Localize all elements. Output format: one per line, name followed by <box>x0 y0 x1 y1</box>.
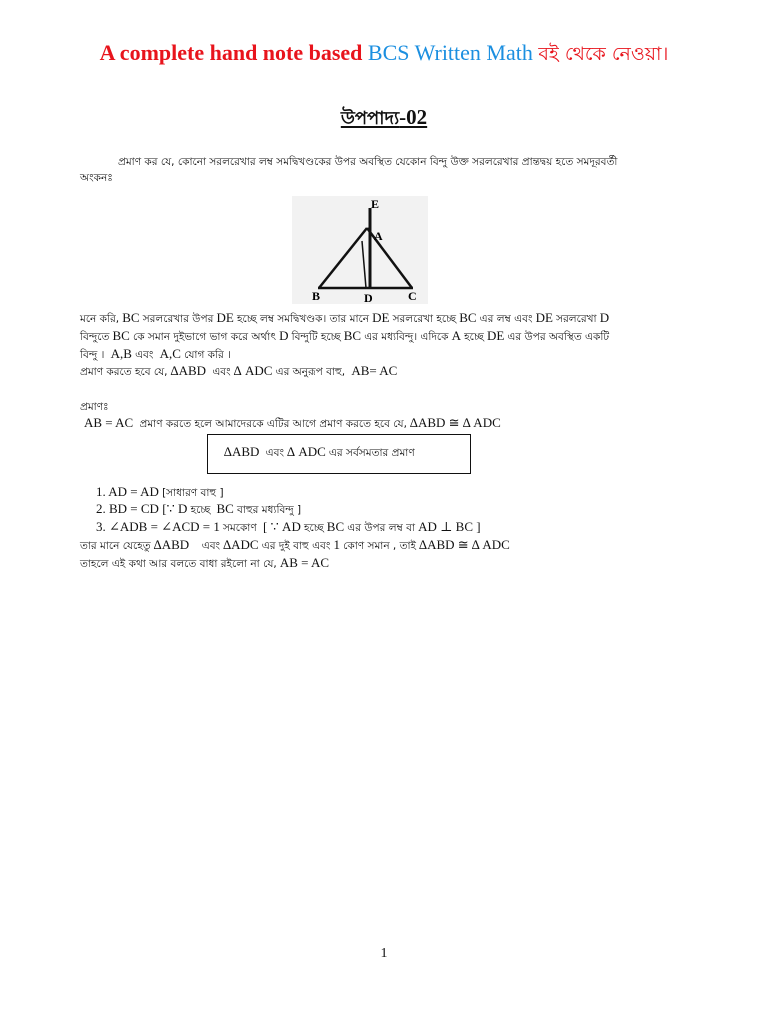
construction-label: অংকনঃ <box>80 172 113 184</box>
proof-line-1: AB = AC প্রমাণ করতে হলে আমাদেরকে এটির আগে প্রমাণ করতে হবে যে, ∆ABD ≅ ∆ ADC <box>84 415 501 430</box>
proof-step-1: 1. AD = AD [সাধারণ বাহু ] <box>96 484 224 499</box>
proof-conclusion-2: তাহলে এই কথা আর বলতে বাধা রইলো না যে, AB = AC <box>80 555 330 570</box>
theorem-statement: প্রমাণ কর যে, কোনো সরলরেখার লম্ব সমদ্বিখণ্ডকের উপর অবস্থিত যেকোন বিন্দু উক্ত সরলরেখার প্রান্তদ্বয় হতে সমদূরবর্তী <box>118 156 618 168</box>
header <box>0 40 768 72</box>
construction-line-2: বিন্দুতে BC কে সমান দুইভাগে ভাগ করে অর্থাৎ D বিন্দুটি হচ্ছে BC এর মধ্যবিন্দু। এদিকে A হচ্ছে DE এর উপর অবস্থিত একটি <box>80 328 610 343</box>
proof-conclusion-1: তার মানে যেহেতু ∆ABD এবং ∆ADC এর দুই বাহু এবং 1 কোণ সমান , তাই ∆ABD ≅ ∆ ADC <box>80 537 510 552</box>
construction-line-3: বিন্দু । A,B এবং A,C যোগ করি । <box>80 346 231 361</box>
header-part-1: A complete hand note based <box>99 40 363 65</box>
page-number: 1 <box>380 946 388 961</box>
construction-line-1: মনে করি, BC সরলরেখার উপর DE হচ্ছে লম্ব সমদ্বিখণ্ডক। তার মানে DE সরলরেখা হচ্ছে BC এর লম্ব এবং DE সরলরেখা D <box>80 310 610 325</box>
proof-step-3: 3. ∠ADB = ∠ACD = 1 সমকোণ [ ∵ AD হচ্ছে BC এর উপর লম্ব বা AD ⊥ BC ] <box>96 519 481 534</box>
header-part-3: বই থেকে নেওয়া। <box>538 43 669 65</box>
proof-step-2: 2. BD = CD [∵ D হচ্ছে BC বাহুর মধ্যবিন্দু ] <box>96 501 302 516</box>
label-c: C <box>408 289 417 303</box>
congruence-box-text: ∆ABD এবং ∆ ADC এর সর্বসমতার প্রমাণ <box>224 444 415 459</box>
label-b: B <box>312 289 321 303</box>
label-d: D <box>364 291 373 304</box>
proof-label: প্রমাণঃ <box>80 401 109 413</box>
triangle-figure <box>292 196 428 304</box>
title-bn: উপপাদ্য <box>340 108 400 129</box>
page-title <box>0 104 768 135</box>
construction-line-4: প্রমাণ করতে হবে যে, ∆ABD এবং ∆ ADC এর অনুরূপ বাহু, AB= AC <box>80 363 398 378</box>
header-part-2: BCS Written Math <box>367 40 533 65</box>
title-number: -02 <box>399 105 428 129</box>
label-a: A <box>374 229 383 243</box>
label-e: E <box>371 197 380 211</box>
